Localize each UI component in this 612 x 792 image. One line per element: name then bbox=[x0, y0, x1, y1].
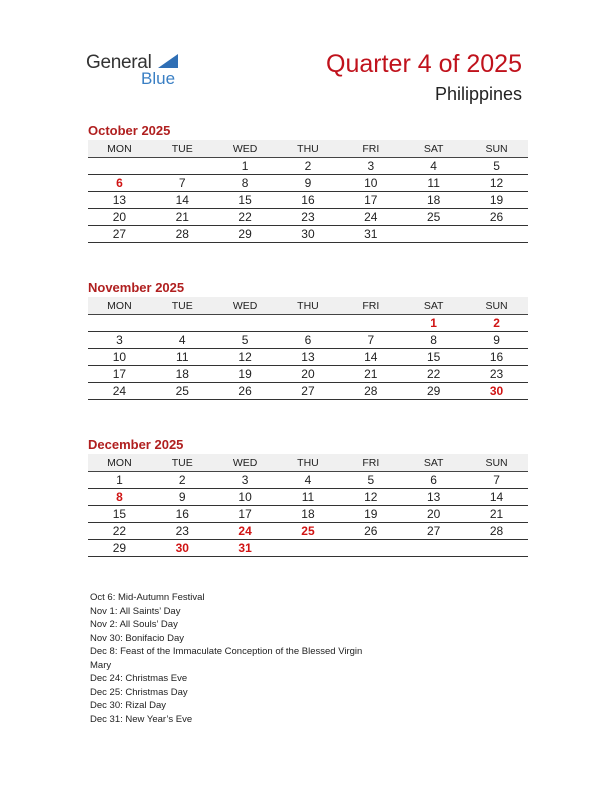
holiday-notes bbox=[90, 591, 362, 726]
weekday-header: SAT bbox=[402, 454, 465, 472]
day-cell: 27 bbox=[88, 226, 151, 243]
logo-blue-text: Blue bbox=[141, 69, 176, 88]
day-cell: 22 bbox=[88, 523, 151, 540]
weekday-header: WED bbox=[214, 140, 277, 158]
country-name: Philippines bbox=[434, 84, 522, 104]
holiday-note: Dec 30: Rizal Day bbox=[90, 700, 167, 711]
day-cell bbox=[277, 540, 340, 557]
day-cell: 20 bbox=[277, 366, 340, 383]
day-cell: 2 bbox=[151, 472, 214, 489]
day-cell: 13 bbox=[402, 489, 465, 506]
week-row bbox=[88, 506, 528, 523]
day-cell: 30 bbox=[277, 226, 340, 243]
day-cell: 23 bbox=[465, 366, 528, 383]
month-november bbox=[88, 280, 528, 400]
day-cell: 12 bbox=[214, 349, 277, 366]
day-cell: 21 bbox=[339, 366, 402, 383]
day-cell bbox=[151, 315, 214, 332]
day-cell: 13 bbox=[88, 192, 151, 209]
weekday-header: SAT bbox=[402, 297, 465, 315]
day-cell: 20 bbox=[88, 209, 151, 226]
holiday-note: Nov 1: All Saints’ Day bbox=[90, 605, 181, 617]
holiday-note: Nov 2: All Souls’ Day bbox=[90, 619, 178, 630]
day-cell: 10 bbox=[88, 349, 151, 366]
day-cell: 28 bbox=[151, 226, 214, 243]
month-title: December 2025 bbox=[88, 437, 184, 452]
weekday-header: MON bbox=[88, 297, 151, 315]
day-cell: 13 bbox=[277, 349, 340, 366]
day-cell bbox=[465, 226, 528, 243]
day-cell: 28 bbox=[465, 523, 528, 540]
day-cell: 6 bbox=[88, 175, 151, 192]
day-cell: 7 bbox=[151, 175, 214, 192]
weekday-header: MON bbox=[88, 454, 151, 472]
day-cell: 7 bbox=[339, 332, 402, 349]
holiday-note: Dec 24: Christmas Eve bbox=[90, 673, 188, 684]
day-cell: 4 bbox=[277, 472, 340, 489]
day-cell: 2 bbox=[465, 315, 528, 332]
day-cell bbox=[339, 540, 402, 557]
week-row bbox=[88, 158, 528, 175]
calendar-table bbox=[88, 297, 528, 400]
weekday-header: SAT bbox=[402, 140, 465, 158]
day-cell: 1 bbox=[214, 158, 277, 175]
day-cell: 17 bbox=[214, 506, 277, 523]
day-cell: 4 bbox=[151, 332, 214, 349]
month-october bbox=[88, 123, 528, 243]
day-cell: 15 bbox=[88, 506, 151, 523]
weekday-header: TUE bbox=[151, 140, 214, 158]
month-title: October 2025 bbox=[88, 123, 171, 138]
day-cell: 14 bbox=[339, 349, 402, 366]
day-cell: 24 bbox=[214, 523, 277, 540]
day-cell: 24 bbox=[339, 209, 402, 226]
day-cell: 16 bbox=[277, 192, 340, 209]
holiday-note: Dec 25: Christmas Day bbox=[90, 686, 188, 698]
logo-triangle-icon bbox=[158, 54, 178, 68]
day-cell: 3 bbox=[339, 158, 402, 175]
day-cell bbox=[277, 315, 340, 332]
month-december bbox=[88, 437, 528, 557]
day-cell: 17 bbox=[88, 366, 151, 383]
day-cell: 12 bbox=[465, 175, 528, 192]
day-cell: 23 bbox=[151, 523, 214, 540]
logo-general-text: General bbox=[86, 52, 152, 73]
day-cell: 3 bbox=[214, 472, 277, 489]
day-cell: 31 bbox=[339, 226, 402, 243]
weekday-header: SUN bbox=[465, 140, 528, 158]
week-row bbox=[88, 540, 528, 557]
weekday-header: MON bbox=[88, 140, 151, 158]
day-cell: 17 bbox=[339, 192, 402, 209]
day-cell: 9 bbox=[151, 489, 214, 506]
day-cell: 21 bbox=[465, 506, 528, 523]
day-cell: 10 bbox=[339, 175, 402, 192]
day-cell: 1 bbox=[88, 472, 151, 489]
day-cell: 1 bbox=[402, 315, 465, 332]
day-cell: 26 bbox=[465, 209, 528, 226]
day-cell: 19 bbox=[214, 366, 277, 383]
holiday-note: Dec 31: New Year’s Eve bbox=[90, 713, 193, 725]
day-cell: 2 bbox=[277, 158, 340, 175]
day-cell bbox=[339, 315, 402, 332]
day-cell: 30 bbox=[465, 383, 528, 400]
day-cell: 18 bbox=[277, 506, 340, 523]
week-row bbox=[88, 209, 528, 226]
day-cell: 29 bbox=[402, 383, 465, 400]
day-cell: 24 bbox=[88, 383, 151, 400]
holiday-note: Dec 8: Feast of the Immaculate Conception of the Blessed Virgin bbox=[90, 646, 363, 657]
weekday-header: SUN bbox=[465, 297, 528, 315]
day-cell: 9 bbox=[465, 332, 528, 349]
weekday-header: WED bbox=[214, 454, 277, 472]
day-cell: 6 bbox=[277, 332, 340, 349]
day-cell: 4 bbox=[402, 158, 465, 175]
week-row bbox=[88, 366, 528, 383]
weekday-header: SUN bbox=[465, 454, 528, 472]
day-cell bbox=[465, 540, 528, 557]
day-cell: 7 bbox=[465, 472, 528, 489]
day-cell: 16 bbox=[465, 349, 528, 366]
day-cell: 10 bbox=[214, 489, 277, 506]
generalblue-logo bbox=[86, 52, 196, 92]
week-row bbox=[88, 383, 528, 400]
day-cell bbox=[402, 226, 465, 243]
day-cell: 8 bbox=[88, 489, 151, 506]
weekday-header: TUE bbox=[151, 297, 214, 315]
week-row bbox=[88, 523, 528, 540]
day-cell: 5 bbox=[339, 472, 402, 489]
weekday-header: THU bbox=[277, 140, 340, 158]
day-cell: 8 bbox=[214, 175, 277, 192]
week-row bbox=[88, 226, 528, 243]
day-cell bbox=[214, 315, 277, 332]
day-cell: 15 bbox=[214, 192, 277, 209]
page-title: Quarter 4 of 2025 bbox=[326, 50, 522, 78]
week-row bbox=[88, 175, 528, 192]
day-cell: 14 bbox=[151, 192, 214, 209]
weekday-header: FRI bbox=[339, 454, 402, 472]
week-row bbox=[88, 192, 528, 209]
day-cell: 21 bbox=[151, 209, 214, 226]
day-cell: 26 bbox=[339, 523, 402, 540]
week-row bbox=[88, 315, 528, 332]
week-row bbox=[88, 489, 528, 506]
day-cell: 31 bbox=[214, 540, 277, 557]
holiday-note: Mary bbox=[90, 659, 112, 671]
day-cell: 30 bbox=[151, 540, 214, 557]
day-cell: 27 bbox=[277, 383, 340, 400]
day-cell bbox=[151, 158, 214, 175]
weekday-header: FRI bbox=[339, 140, 402, 158]
day-cell bbox=[88, 315, 151, 332]
day-cell: 29 bbox=[214, 226, 277, 243]
day-cell: 19 bbox=[465, 192, 528, 209]
day-cell: 18 bbox=[151, 366, 214, 383]
day-cell: 23 bbox=[277, 209, 340, 226]
day-cell: 11 bbox=[151, 349, 214, 366]
month-title: November 2025 bbox=[88, 280, 185, 295]
day-cell: 5 bbox=[465, 158, 528, 175]
day-cell bbox=[88, 158, 151, 175]
day-cell: 3 bbox=[88, 332, 151, 349]
day-cell: 25 bbox=[402, 209, 465, 226]
day-cell: 25 bbox=[277, 523, 340, 540]
week-row bbox=[88, 349, 528, 366]
day-cell: 27 bbox=[402, 523, 465, 540]
day-cell: 9 bbox=[277, 175, 340, 192]
weekday-header: THU bbox=[277, 454, 340, 472]
day-cell: 8 bbox=[402, 332, 465, 349]
week-row bbox=[88, 332, 528, 349]
holiday-note: Nov 30: Bonifacio Day bbox=[90, 632, 184, 644]
calendar-table bbox=[88, 140, 528, 243]
day-cell: 26 bbox=[214, 383, 277, 400]
day-cell: 16 bbox=[151, 506, 214, 523]
day-cell: 15 bbox=[402, 349, 465, 366]
day-cell: 22 bbox=[402, 366, 465, 383]
weekday-header: TUE bbox=[151, 454, 214, 472]
weekday-header: THU bbox=[277, 297, 340, 315]
day-cell: 25 bbox=[151, 383, 214, 400]
day-cell: 11 bbox=[402, 175, 465, 192]
day-cell: 29 bbox=[88, 540, 151, 557]
weekday-header: WED bbox=[214, 297, 277, 315]
day-cell: 6 bbox=[402, 472, 465, 489]
holiday-note: Oct 6: Mid-Autumn Festival bbox=[90, 592, 205, 603]
weekday-header: FRI bbox=[339, 297, 402, 315]
day-cell: 22 bbox=[214, 209, 277, 226]
day-cell: 12 bbox=[339, 489, 402, 506]
day-cell: 5 bbox=[214, 332, 277, 349]
day-cell: 28 bbox=[339, 383, 402, 400]
day-cell: 11 bbox=[277, 489, 340, 506]
day-cell: 20 bbox=[402, 506, 465, 523]
day-cell: 14 bbox=[465, 489, 528, 506]
day-cell: 19 bbox=[339, 506, 402, 523]
calendar-table bbox=[88, 454, 528, 557]
week-row bbox=[88, 472, 528, 489]
day-cell bbox=[402, 540, 465, 557]
day-cell: 18 bbox=[402, 192, 465, 209]
